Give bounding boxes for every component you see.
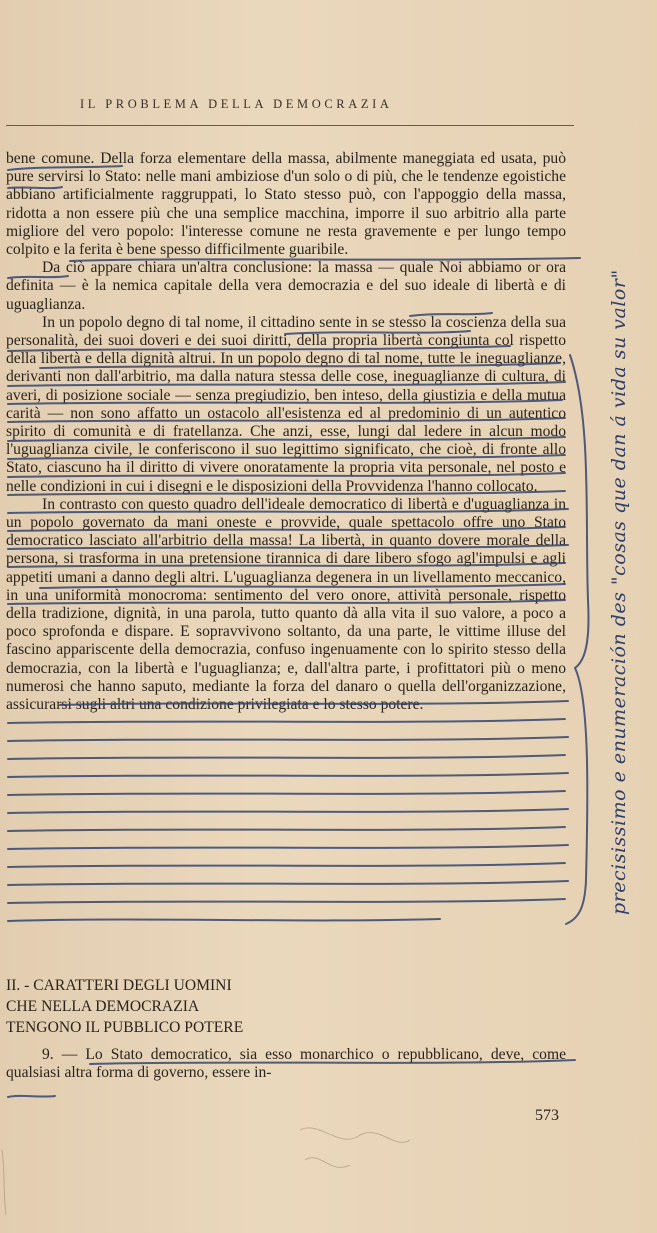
pencil-scribble (300, 1128, 410, 1142)
underline-mark (8, 719, 565, 723)
underline-mark (8, 827, 565, 831)
margin-bracket (566, 668, 587, 924)
underline-mark (8, 773, 568, 777)
pencil-scribble (2, 1150, 6, 1215)
underline-mark (8, 791, 565, 795)
paragraph-4: In contrasto con questo quadro dell'ideale democratico di libertà e d'uguaglianza in un popolo governato da mani oneste e provvide, quale spettacolo offre uno Stato democratico lasciato all'arbitrio della massa! La libertà, in quanto dovere morale della persona, si trasforma in una pretensione tirannica di dare libero sfogo agl'impulsi e agli appetiti umani a danno degli altri. L'uguaglianza degenera in un livellamento meccanico, in una uniformità monocroma: sentimento del vero onore, attività personale, rispetto della tradizione, dignità, in una parola, tutto quanto dà alla vita il suo valore, a poco a poco sprofonda e dispare. E sopravvivono soltanto, da una parte, le vittime illuse del fascino appariscente della democrazia, confuso ingenuamente con lo spirito stesso della democrazia, con la libertà e l'uguaglianza; e, dall'altra parte, i profittatori più o meno numerosi che hanno saputo, mediante la forza del danaro o quella dell'organizzazione, assicurarsi sugli altri una condizione privilegiata e lo stesso potere. (6, 495, 566, 714)
underline-mark (8, 737, 568, 741)
underline-mark (8, 881, 568, 885)
section-title-line-3: TENGONO IL PUBBLICO POTERE (6, 1019, 244, 1036)
section-paragraph: 9. — Lo Stato democratico, sia esso monarchico o repubblicano, deve, come qualsiasi altra forma di governo, essere in- (6, 1046, 566, 1082)
margin-bracket (570, 355, 588, 668)
section-title-line-2: CHE NELLA DEMOCRAZIA (6, 998, 200, 1015)
underline-mark (8, 863, 565, 867)
underline-mark (8, 919, 440, 921)
section-title (6, 975, 406, 1038)
underline-mark (8, 845, 568, 849)
underline-mark (8, 1096, 55, 1097)
paragraph-3: In un popolo degno di tal nome, il cittadino sente in se stesso la coscienza della sua personalità, dei suoi doveri e dei suoi diritti, della propria libertà congiunta col rispetto della libertà e della dignità altrui. In un popolo degno di tal nome, tutte le ineguaglianze, derivanti non dall'arbitrio, ma dalla natura stessa delle cose, ineguaglianze di cultura, di averi, di posizione sociale — senza pregiudizio, ben inteso, della giustizia e della mutua carità — non sono affatto un ostacolo all'esistenza ed al predominio di un autentico spirito di comunità e di fratellanza. Che anzi, esse, lungi dal ledere in alcun modo l'uguaglianza civile, le conferiscono il suo legittimo significato, che cioè, di fronte allo Stato, ciascuno ha il diritto di vivere onoratamente la propria vita personale, nel posto e nelle condizioni in cui i disegni e le disposizioni della Provvidenza l'hanno collocato. (6, 313, 566, 495)
running-head: IL PROBLEMA DELLA DEMOCRAZIA (80, 97, 393, 111)
underline-mark (8, 755, 565, 759)
page-number: 573 (535, 1107, 559, 1124)
pencil-scribble (305, 1158, 350, 1168)
paragraph-2: Da ciò appare chiara un'altra conclusione: la massa — quale Noi abbiamo or ora definita — è la nemica capitale della vera democrazia e del suo ideale di libertà e di uguaglianza. (6, 259, 566, 313)
section-title-line-1: II. - CARATTERI DEGLI UOMINI (6, 977, 232, 994)
underline-mark (8, 809, 568, 813)
paragraph-1: bene comune. Della forza elementare della massa, abilmente maneggiata ed usata, può pure servirsi lo Stato: nelle mani ambiziose d'un solo o di più, che le tendenze egoistiche abbiano artificialmente raggruppati, lo Stato stesso può, con l'appoggio della massa, ridotta a non essere più che una semplice macchina, imporre il suo arbitrio alla parte migliore del vero popolo: l'interesse comune ne resta gravemente e per lungo tempo colpito e la ferita è bene spesso difficilmente guaribile. (6, 150, 566, 259)
header-rule (6, 125, 574, 126)
underline-mark (8, 899, 565, 903)
handwritten-margin-note: precisissimo e enumeración des "cosas que dan á vida su valor" (608, 269, 630, 915)
body-text (6, 150, 566, 714)
